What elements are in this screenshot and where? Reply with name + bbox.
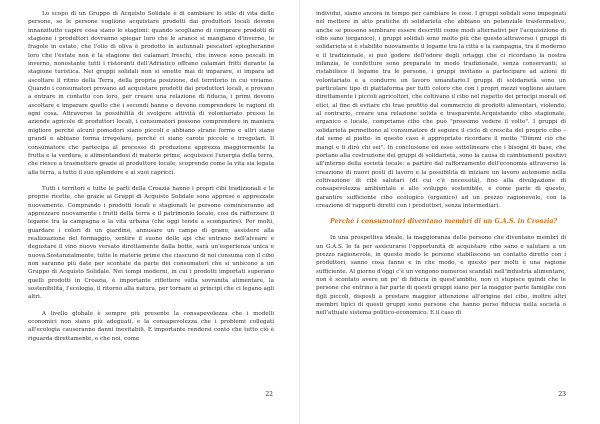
paragraph: A livello globale è sempre più presente la consapevolezza che i modelli economici non siano più adeguati, e la consapevolezza che i problemi collegati all'ecologia causeranno danni inevitabili. È importante rendersi conto che tutto ciò è riguarda direttamente, e che noi, come (28, 310, 274, 342)
right-page-text (316, 10, 566, 326)
left-page-text (28, 10, 274, 351)
right-page (300, 0, 600, 424)
page-number: 22 (265, 391, 273, 398)
paragraph: Lo scopo di un Gruppo di Acquisto Solidale è di cambiare lo stile di vita delle persone, se le persone vogliono acquistare prodotti dai produttori locali devono innanzitutto capire cosa siano le stagioni: quando scegliamo di comprare prodotti di stagione i produttori dovranno spiegar loro che le arance si mangiano d'inverno, le fragole in estate, che l'olio di oliva è prodotto in autunnali pescatori spiegheranno loro che l'estate non è la stagione dei calamari freschi, che invece sono pescati in inverno, nonostante tutti i ristoranti dell'Adriatico offrano calamari fritti durante la stagione turistica. Nei gruppi solidali non si smette mai di imparare, si impara ad ascoltare il ritmo della Terra, della propria posizione, del territorio in cui viviamo. Quando i consumatori provano ad acquistare prodotti dai produttori locali, e provano a entrare in contatto con loro, per creare una relazione di fiducia, i primi devono ascoltare e imparare quello che i secondi hanno e devono comprendere le ragioni di ogni cosa. Attraverso la possibilità di svolgere attività di volontariato presso le aziende agricole di produttori locali, i consumatori possono comprendere in maniera migliore perché alcuni pomodori siano piccoli e abbiano strane forme e altri siano grandi e abbiano forma irregolare, perché ci siano carote piccole e irregolari. Il consumatore che partecipa al processo di produzione apprezza maggiormente la frutta e la verdura, e alimentandosi di materie prime, acquisisce l'energia della terra, che riesce a trasmettere grazie al produttore locale, scoprendo come la vita sia legata alla terra, a tutto il suo splendore e ai suoi capricci. (28, 11, 274, 176)
page-number: 23 (558, 391, 566, 398)
paragraph: Tutti i territori e tutte le parti della Croazia hanno i propri cibi tradizionali e le proprie ricette, che grazie ai Gruppi di Acquisto Solidale sono apprese e apprezzate nuovamente. Comprando i prodotti locali e stagionali le persone cominceranno ad apprezzare nuovamente i frutti della terra e il patrimonio locale, così da rafforzare il legame tra la campagna e la vita urbana (che oggi tende a scomparire). Per molti, guardare i colori di un giardino, annusare un campo di grano, assistere alla realizzazione del formaggio, sentire il suono delle api che entrano nell'alveare e degustare il vino nuovo versato direttamente dalla botte, sarà un'esperienza unica e nuova.Sostanzialmente, tutte le materie prime che ciascuno di noi consuma con il cibo non saranno più date per scontate da parte dei consumatori che si uniscono a un Gruppo di Acquisto Solidale. Nei tempi moderni, in cui i prodotti importati superano quelli prodotti in Croazia, è importante riflettere sulla sovranità alimentare, la sostenibilità, l'ecologia, il ritorno alla natura, per tornare ai principi che ci legano agli altri. (28, 185, 275, 301)
paragraph: In una prospettiva ideale, la maggioranza delle persone che diventano membri di un G.A.S. lo fa per assicurarsi l'opportunità di acquistare cibo sano e salutare a un prezzo ragionevole, in questo modo le persone stabiliscono un contatto diretto con i produttori, sanno cosa fanno e in che modo, e questo per molti è una ragione sufficiente. Al giorno d'oggi c'è un vengono numerosi scandali nell'industria alimentare, non è scontato avere un po' di fiducia in quest'ambito, non ci stupisce quindi che le persone che entrino a far parte di questi gruppi siano per la maggior parte famiglie con figli piccoli, disposti a prestare maggior attenzione all'origine del cibo, inoltre altri membri tipici di questi gruppi sono persone che hanno perso fiducia nella società o nell'attuale sistema politico-economico. E il caso di (316, 235, 566, 317)
paragraph: individui, siamo ancora in tempo per cambiare le cose. I gruppi solidali sono impegnati nel mettere in atto pratiche di solidarietà che abbiano un potenziale trasformativo, anche se possono sembrare essere descritti come modi alternativi per l'acquisizione di cibo sano (organico), i gruppi solidali sono molto più che questo:attraverso i gruppi di solidarietà si è stabilito nuovamente il legame tra la città e la campagna, tra il moderno e il tradizionale, si può godere dell'odore degli ortaggi che ci ricordano la nostra infanzia, le confetture sono preparate in modo tradizionale, senza conservanti; si ristabilisce il legame tra le persone, i gruppi invitano a partecipare ad azioni di volontariato e a condurre un lavoro umanitario.I gruppi di solidarietà sono un particolare tipo di piattaforma per tutti coloro che con i propri mezzi vogliono aiutare direttamente i piccoli agricoltori, che coltivano il cibo nel rispetto dei principi morali ed etici, al fine di evitare chi trae profitto dal commercio di prodotti alimentari, violendo, al contrario, creare una relazione solida e trasparente.Acquistando cibo stagionale, organico e locale, compriamo cibo che può "prossimo vedere il volto". I gruppi di solidarietà permettono al consumatore di seguire il ciclo di crescita del proprio cibo – dal seme al piatto- in questo caso è appropriato ricordare il motto "Dimmi ciò che mangi e ti dirò chi sei". In conclusione ed esse sottolineare che i bisogni di base, che portano alla costruzione dei gruppi di solidarietà, sono la causa di cambiamenti positivi all'interno della società locale: a partire dal rafforzamento dell'economia attraverso la creazione di nuovi posti di lavoro e la possibilità di iniziare un lavoro autonomo nella coltivazione di cibi salutari (di cui c'è necessità), fino alla divulgazione di consapevolezza ambientale e allo sviluppo sostenibile, e come parte di questo, garantire sufficiente cibo ecologico (organico) ad un prezzo ragionevole, con la creazione di rapporti diretti con i produttori, senza intermediari. (316, 11, 566, 209)
section-heading: Perché i consumatori diventano membri di un G.A.S. in Croazia? (330, 218, 558, 226)
